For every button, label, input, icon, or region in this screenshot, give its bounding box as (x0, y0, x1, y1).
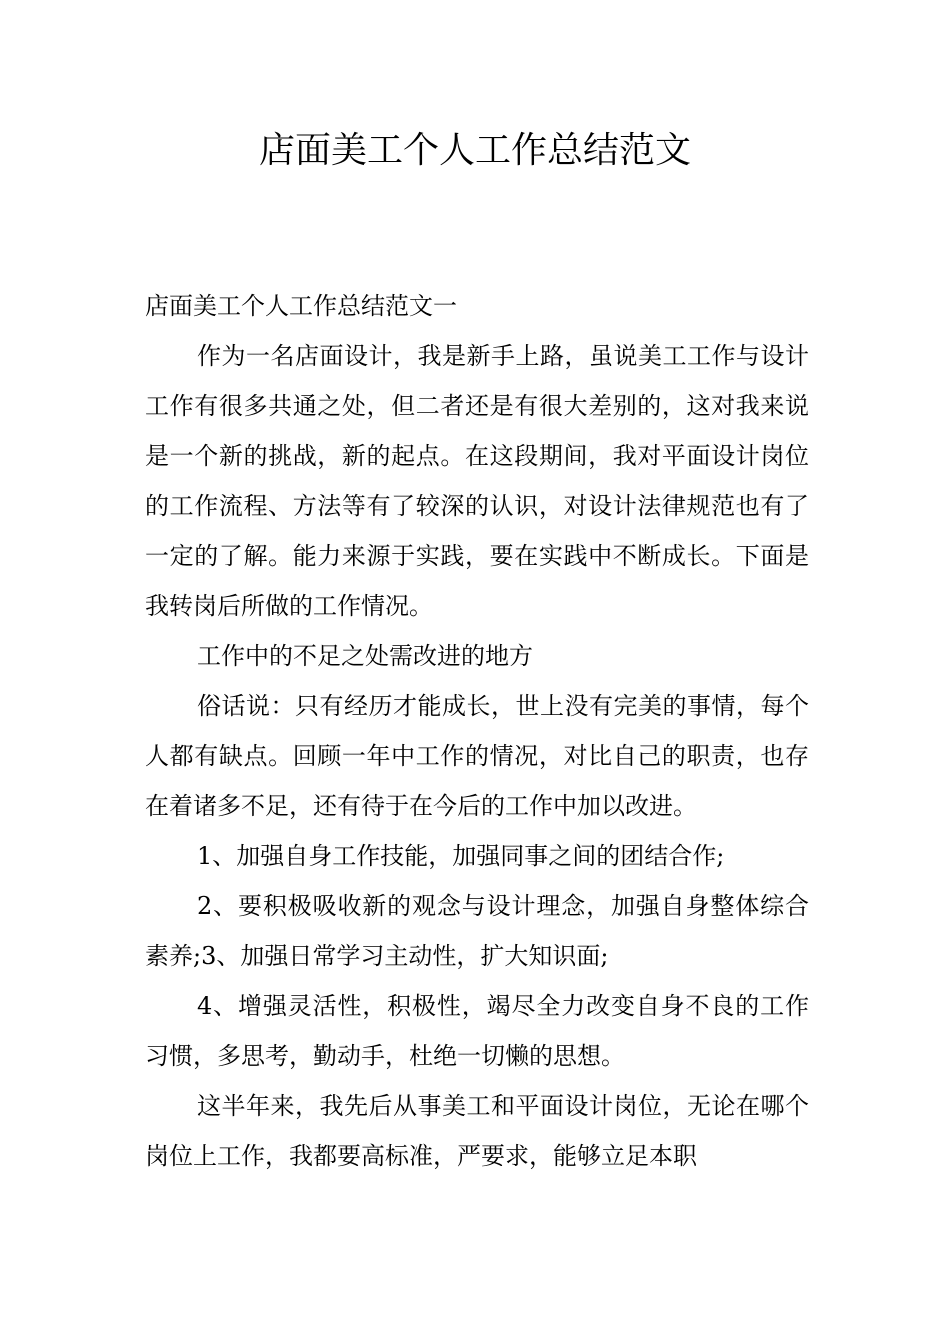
list-item-paragraph: 4、增强灵活性，积极性，竭尽全力改变自身不良的工作习惯，多思考，勤动手，杜绝一切懒的思想。 (145, 992, 809, 1070)
body-paragraph: 作为一名店面设计，我是新手上路，虽说美工工作与设计工作有很多共通之处，但二者还是有很大差别的，这对我来说是一个新的挑战，新的起点。在这段期间，我对平面设计岗位的工作流程、方法等有了较深的认识，对设计法律规范也有了一定的了解。能力来源于实践，要在实践中不断成长。下面是我转岗后所做的工作情况。 (145, 342, 809, 620)
list-item-paragraph: 2、要积极吸收新的观念与设计理念，加强自身整体综合素养;3、加强日常学习主动性，扩大知识面; (145, 892, 809, 970)
document-title: 店面美工个人工作总结范文 (258, 130, 691, 171)
list-item-paragraph: 1、加强自身工作技能，加强同事之间的团结合作; (197, 842, 725, 870)
body-paragraph: 俗话说：只有经历才能成长，世上没有完美的事情，每个人都有缺点。回顾一年中工作的情况，对比自己的职责，也存在着诸多不足，还有待于在今后的工作中加以改进。 (145, 692, 809, 820)
document-body (145, 281, 809, 1181)
body-paragraph: 这半年来，我先后从事美工和平面设计岗位，无论在哪个岗位上工作，我都要高标准，严要求，能够立足本职 (145, 1092, 809, 1170)
section-heading: 店面美工个人工作总结范文一 (145, 292, 457, 320)
subheading-paragraph: 工作中的不足之处需改进的地方 (197, 642, 533, 670)
